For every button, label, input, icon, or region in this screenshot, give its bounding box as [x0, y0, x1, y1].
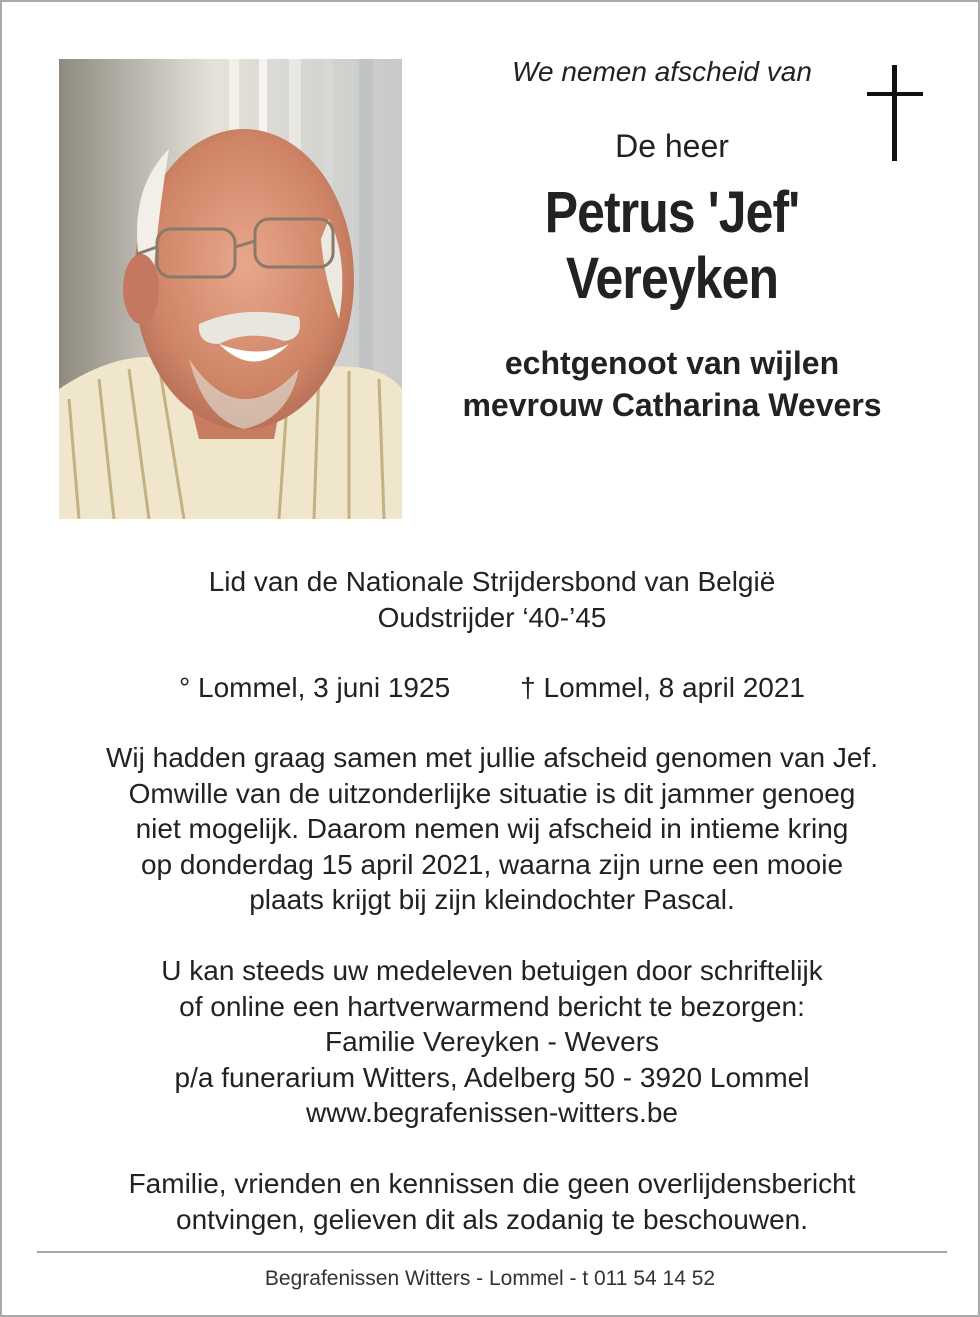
name-line-1: Petrus 'Jef': [544, 180, 800, 245]
message-line: niet mogelijk. Daarom nemen wij afscheid in intieme kring: [135, 813, 849, 844]
dates-line: [32, 670, 952, 706]
message-line: plaats krijgt bij zijn kleindochter Pascal.: [249, 884, 735, 915]
condolence-line: of online een hartverwarmend bericht te bezorgen:: [179, 990, 805, 1022]
website-link[interactable]: www.begrafenissen-witters.be: [306, 1097, 678, 1128]
closing-line: Familie, vrienden en kennissen die geen overlijdensbericht: [128, 1168, 856, 1199]
spouse-info: [422, 342, 922, 426]
message-block: [32, 740, 952, 918]
condolence-line: U kan steeds uw medeleven betuigen door schriftelijk: [161, 955, 823, 986]
name-line-2: Vereyken: [565, 246, 779, 311]
footer-contact: Begrafenissen Witters - Lommel - t 011 54 14 52: [264, 1267, 716, 1290]
header-block: [422, 52, 922, 426]
message-line: op donderdag 15 april 2021, waarna zijn urne een mooie: [140, 848, 844, 880]
honorific: De heer: [615, 128, 729, 164]
membership-line-1: Lid van de Nationale Strijdersbond van België: [208, 566, 776, 597]
address: p/a funerarium Witters, Adelberg 50 - 3920 Lommel: [174, 1061, 810, 1093]
birth-date: ° Lommel, 3 juni 1925: [179, 672, 451, 703]
deceased-name: [457, 180, 887, 312]
portrait-photo: [59, 59, 402, 519]
death-date: † Lommel, 8 april 2021: [520, 672, 805, 703]
membership-block: [32, 564, 952, 635]
spouse-line-1: echtgenoot van wijlen: [504, 345, 840, 381]
closing-block: [32, 1166, 952, 1237]
membership-line-2: Oudstrijder ‘40-’45: [377, 601, 607, 633]
intro-text: We nemen afscheid van: [512, 56, 812, 87]
footer-divider: [37, 1251, 947, 1253]
closing-line: ontvingen, gelieven dit als zodanig te beschouwen.: [176, 1203, 808, 1235]
condolence-block: [32, 953, 952, 1131]
spouse-line-2: mevrouw Catharina Wevers: [462, 387, 882, 423]
message-line: Omwille van de uitzonderlijke situatie is dit jammer genoeg: [128, 777, 856, 809]
message-line: Wij hadden graag samen met jullie afscheid genomen van Jef.: [106, 742, 878, 773]
family-name: Familie Vereyken - Wevers: [324, 1026, 660, 1057]
